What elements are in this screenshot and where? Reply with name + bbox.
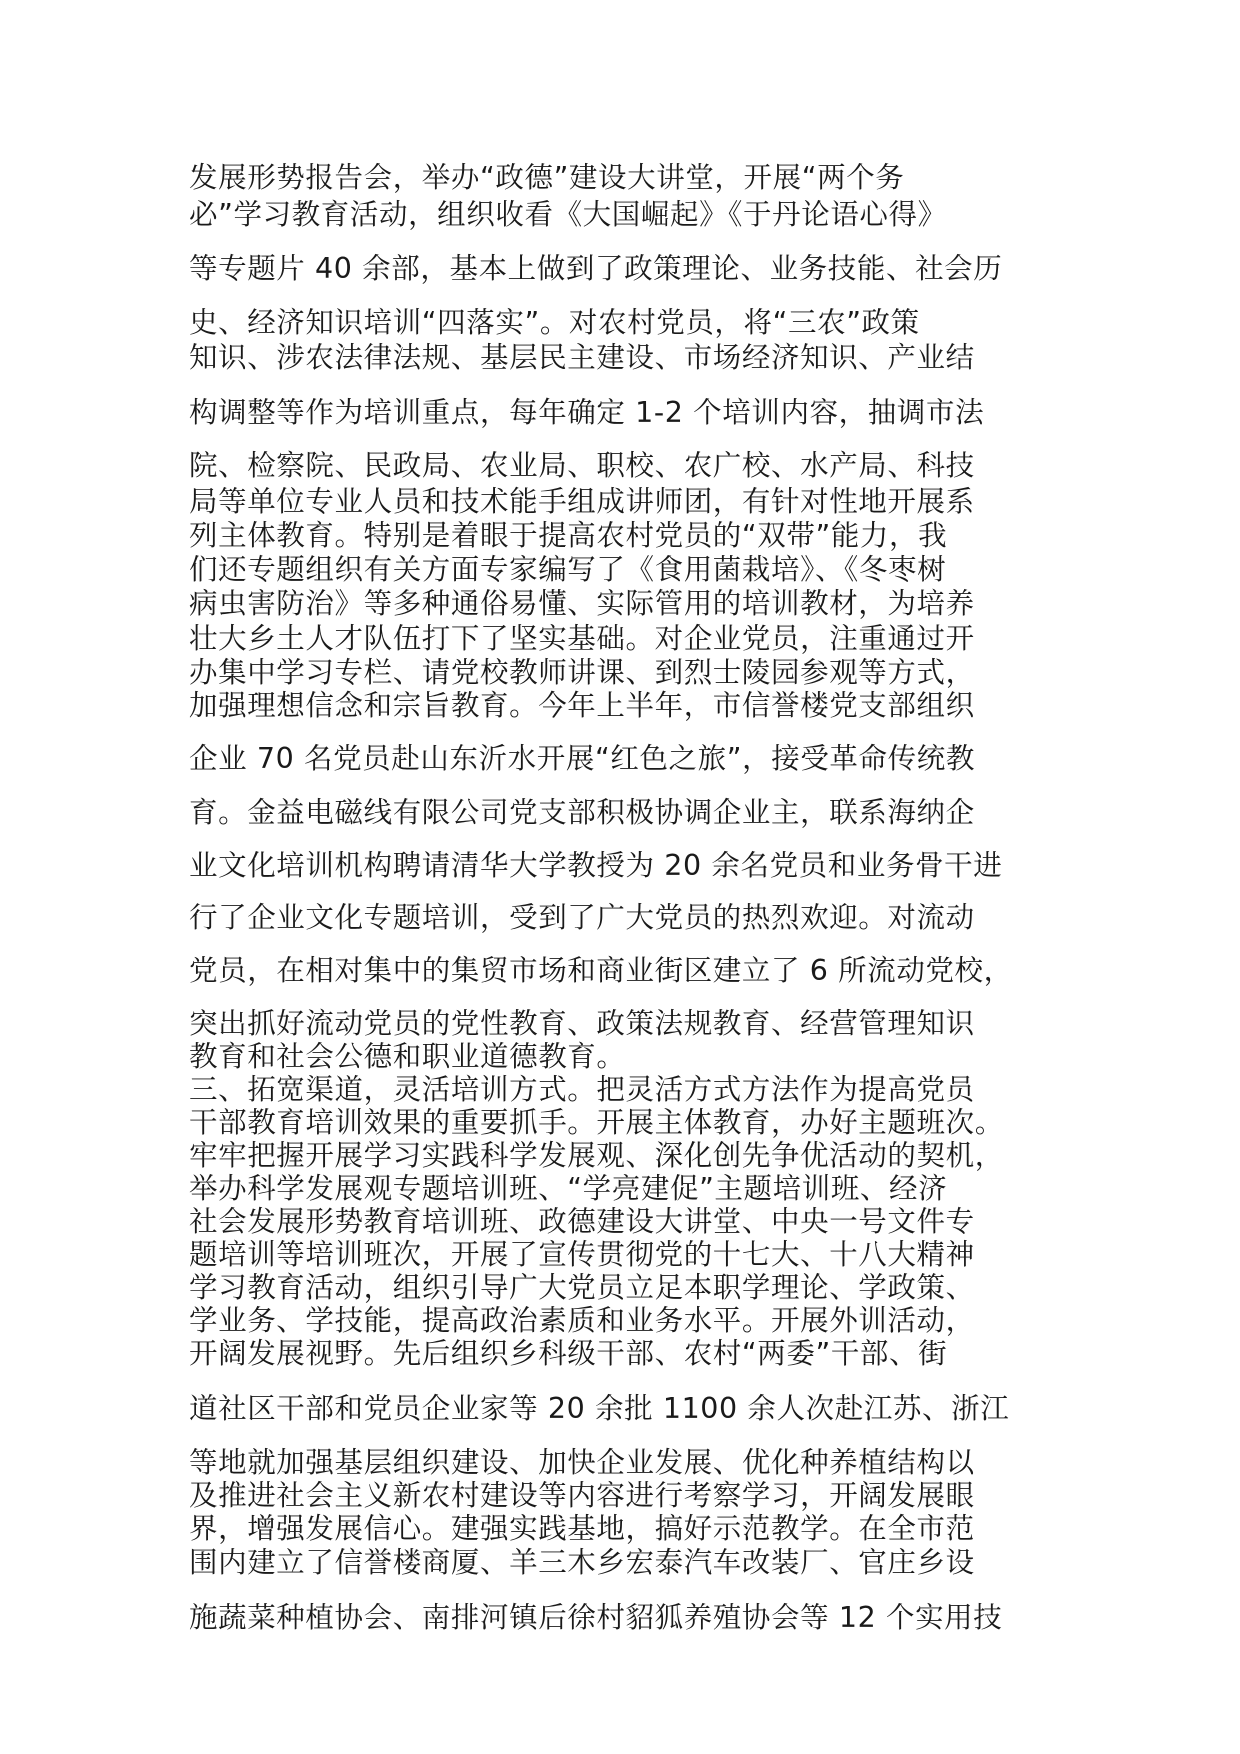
text-line: 干部教育培训效果的重要抓手。开展主体教育，办好主题班次。 <box>189 1106 1004 1139</box>
text-line: 界，增强发展信心。建强实践基地，搞好示范教学。在全市范 <box>189 1512 975 1545</box>
text-line: 业文化培训机构聘请清华大学教授为 20 余名党员和业务骨干进 <box>189 849 1003 882</box>
text-line: 题培训等培训班次，开展了宣传贯彻党的十七大、十八大精神 <box>189 1238 975 1271</box>
text-line: 知识、涉农法律法规、基层民主建设、市场经济知识、产业结 <box>189 341 975 374</box>
text-line: 等专题片 40 余部，基本上做到了政策理论、业务技能、社会历 <box>189 252 1003 285</box>
text-line: 史、经济知识培训“四落实”。对农村党员，将“三农”政策 <box>189 306 920 339</box>
text-line: 等地就加强基层组织建设、加快企业发展、优化种养植结构以 <box>189 1446 975 1479</box>
text-line: 局等单位专业人员和技术能手组成讲师团，有针对性地开展系 <box>189 485 975 518</box>
text-line: 学习教育活动，组织引导广大党员立足本职学理论、学政策、 <box>189 1271 975 1304</box>
text-line: 学业务、学技能，提高政治素质和业务水平。开展外训活动， <box>189 1304 975 1337</box>
text-line: 病虫害防治》等多种通俗易懂、实际管用的培训教材，为培养 <box>189 587 975 620</box>
text-line: 壮大乡土人才队伍打下了坚实基础。对企业党员，注重通过开 <box>189 622 975 655</box>
text-line: 道社区干部和党员企业家等 20 余批 1100 余人次赴江苏、浙江 <box>189 1392 1010 1425</box>
text-line: 加强理想信念和宗旨教育。今年上半年，市信誉楼党支部组织 <box>189 689 975 722</box>
text-line: 党员，在相对集中的集贸市场和商业街区建立了 6 所流动党校， <box>189 954 1013 987</box>
text-line: 三、拓宽渠道，灵活培训方式。把灵活方式方法作为提高党员 <box>189 1073 975 1106</box>
text-line: 施蔬菜种植协会、南排河镇后徐村貂狐养殖协会等 12 个实用技 <box>189 1601 1003 1634</box>
text-line: 及推进社会主义新农村建设等内容进行考察学习，开阔发展眼 <box>189 1479 975 1512</box>
text-line: 发展形势报告会，举办“政德”建设大讲堂，开展“两个务 <box>189 161 905 194</box>
text-line: 育。金益电磁线有限公司党支部积极协调企业主，联系海纳企 <box>189 796 975 829</box>
text-line: 社会发展形势教育培训班、政德建设大讲堂、中央一号文件专 <box>189 1205 975 1238</box>
text-line: 院、检察院、民政局、农业局、职校、农广校、水产局、科技 <box>189 449 975 482</box>
text-line: 举办科学发展观专题培训班、“学亮建促”主题培训班、经济 <box>189 1172 948 1205</box>
text-line: 突出抓好流动党员的党性教育、政策法规教育、经营管理知识 <box>189 1007 975 1040</box>
text-line: 办集中学习专栏、请党校教师讲课、到烈士陵园参观等方式， <box>189 656 975 689</box>
text-line: 开阔发展视野。先后组织乡科级干部、农村“两委”干部、街 <box>189 1337 948 1370</box>
text-line: 必”学习教育活动，组织收看《大国崛起》《于丹论语心得》 <box>189 198 947 231</box>
text-line: 构调整等作为培训重点，每年确定 1-2 个培训内容，抽调市法 <box>189 396 985 429</box>
text-line: 企业 70 名党员赴山东沂水开展“红色之旅”，接受革命传统教 <box>189 742 975 775</box>
text-line: 们还专题组织有关方面专家编写了《食用菌栽培》、《冬枣树 <box>189 553 947 586</box>
text-line: 列主体教育。特别是着眼于提高农村党员的“双带”能力，我 <box>189 519 948 552</box>
text-line: 围内建立了信誉楼商厦、羊三木乡宏泰汽车改装厂、官庄乡设 <box>189 1546 975 1579</box>
text-line: 教育和社会公德和职业道德教育。 <box>189 1040 626 1073</box>
text-line: 行了企业文化专题培训，受到了广大党员的热烈欢迎。对流动 <box>189 901 975 934</box>
text-line: 牢牢把握开展学习实践科学发展观、深化创先争优活动的契机， <box>189 1139 1004 1172</box>
